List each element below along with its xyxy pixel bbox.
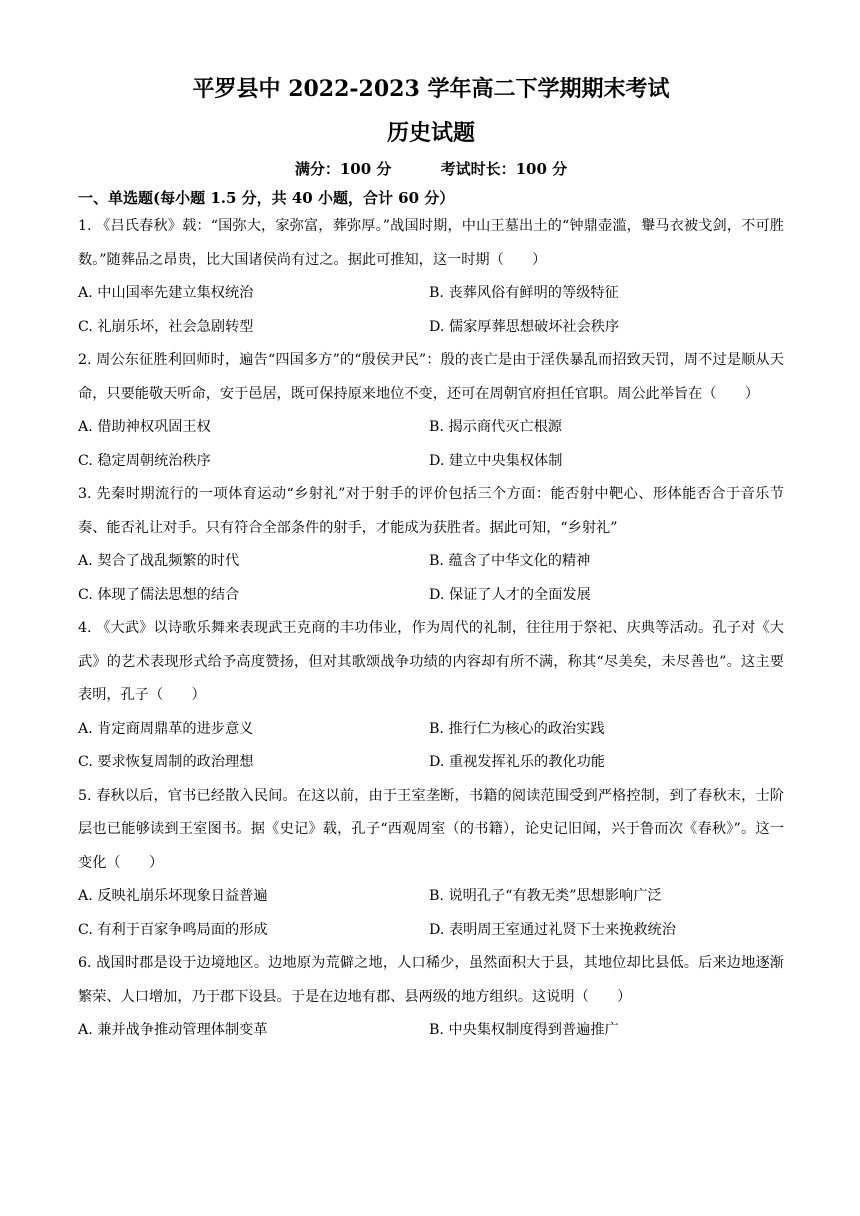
option-c: C. 要求恢复周制的政治理想: [78, 754, 254, 770]
question-3: [78, 478, 784, 612]
question-6: [78, 947, 784, 1048]
question-1: [78, 210, 784, 344]
duration: 考试时长：100 分: [440, 160, 568, 178]
option-d: D. 表明周王室通过礼贤下士来挽救统治: [429, 921, 676, 938]
full-score: 满分：100 分: [294, 160, 392, 178]
question-4: [78, 612, 784, 780]
exam-subtitle: 历史试题: [386, 120, 475, 146]
option-a: A. 兼并战争推动管理体制变革: [78, 1022, 268, 1038]
question-options: [78, 545, 784, 612]
option-a: A. 肯定商周鼎革的进步意义: [78, 720, 254, 737]
exam-page: [78, 70, 784, 1048]
question-options: [78, 411, 784, 478]
option-a: A. 中山国率先建立集权统治: [78, 285, 254, 301]
question-options: [78, 1014, 784, 1048]
option-d: D. 保证了人才的全面发展: [429, 586, 591, 603]
question-2: [78, 344, 784, 478]
option-a: A. 借助神权巩固王权: [78, 419, 211, 435]
option-b: B. 中央集权制度得到普遍推广: [429, 1022, 619, 1038]
option-a: A. 契合了战乱频繁的时代: [78, 553, 240, 569]
question-stem: 6. 战国时郡是设于边境地区。边地原为荒僻之地，人口稀少，虽然面积大于县，其地位却比县低。后来边地逐渐繁荣、人口增加，乃于郡下设县。于是在边地有郡、县两级的地方组织。这说明（ ）: [78, 955, 784, 1005]
option-c: C. 稳定周朝统治秩序: [78, 452, 211, 469]
question-options: [78, 277, 784, 344]
question-5: [78, 780, 784, 948]
option-c: C. 有利于百家争鸣局面的形成: [78, 921, 268, 938]
option-b: B. 揭示商代灭亡根源: [429, 419, 562, 435]
question-stem: 2. 周公东征胜利回师时，遍告“四国多方”的“殷侯尹民”：殷的丧亡是由于淫佚暴乱而招致天罚，周不过是顺从天命，只要能敬天听命，安于邑居，既可保持原来地位不变，还可在周朝官府担任官职。周公此举旨在（ ）: [78, 352, 784, 402]
question-stem: 3. 先秦时期流行的一项体育运动“乡射礼”对于射手的评价包括三个方面：能否射中靶心、形体能否合于音乐节奏、能否礼让对手。只有符合全部条件的射手，才能成为获胜者。据此可知，“乡射礼”: [78, 486, 784, 536]
question-options: [78, 880, 784, 947]
section-heading: 一、单选题(每小题 1.5 分，共 40 小题，合计 60 分）: [78, 189, 455, 207]
option-d: D. 儒家厚葬思想破坏社会秩序: [429, 318, 620, 335]
exam-title: 平罗县中 2022-2023 学年高二下学期期末考试: [192, 76, 670, 102]
exam-meta: [78, 158, 784, 180]
option-c: C. 体现了儒法思想的结合: [78, 586, 240, 603]
question-stem: 4. 《大武》以诗歌乐舞来表现武王克商的丰功伟业，作为周代的礼制，往往用于祭祀、庆典等活动。孔子对《大武》的艺术表现形式给予高度赞扬，但对其歌颂战争功绩的内容却有所不满，称其“尽美矣，未尽善也”。这主要表明，孔子（ ）: [78, 620, 784, 703]
question-options: [78, 713, 784, 780]
option-d: D. 建立中央集权体制: [429, 452, 563, 469]
question-stem: 5. 春秋以后，官书已经散入民间。在这以前，由于王室垄断，书籍的阅读范围受到严格控制，到了春秋末，士阶层也已能够读到王室图书。据《史记》载，孔子“西观周室（的书籍），论史记旧闻，兴于鲁而次《春秋》”。这一变化（ ）: [78, 787, 784, 871]
option-b: B. 丧葬风俗有鲜明的等级特征: [429, 285, 619, 301]
option-a: A. 反映礼崩乐坏现象日益普遍: [78, 888, 268, 904]
option-c: C. 礼崩乐坏，社会急剧转型: [78, 318, 254, 335]
option-b: B. 推行仁为核心的政治实践: [429, 720, 605, 737]
option-d: D. 重视发挥礼乐的教化功能: [429, 754, 605, 770]
option-b: B. 说明孔子“有教无类”思想影响广泛: [429, 888, 662, 904]
question-stem: 1. 《吕氏春秋》载：“国弥大，家弥富，葬弥厚。”战国时期，中山王墓出土的“钟鼎壶滥，轝马衣被戈剑，不可胜数。”随葬品之昂贵，比大国诸侯尚有过之。据此可推知，这一时期（ ）: [78, 218, 784, 268]
option-b: B. 蕴含了中华文化的精神: [429, 553, 591, 569]
